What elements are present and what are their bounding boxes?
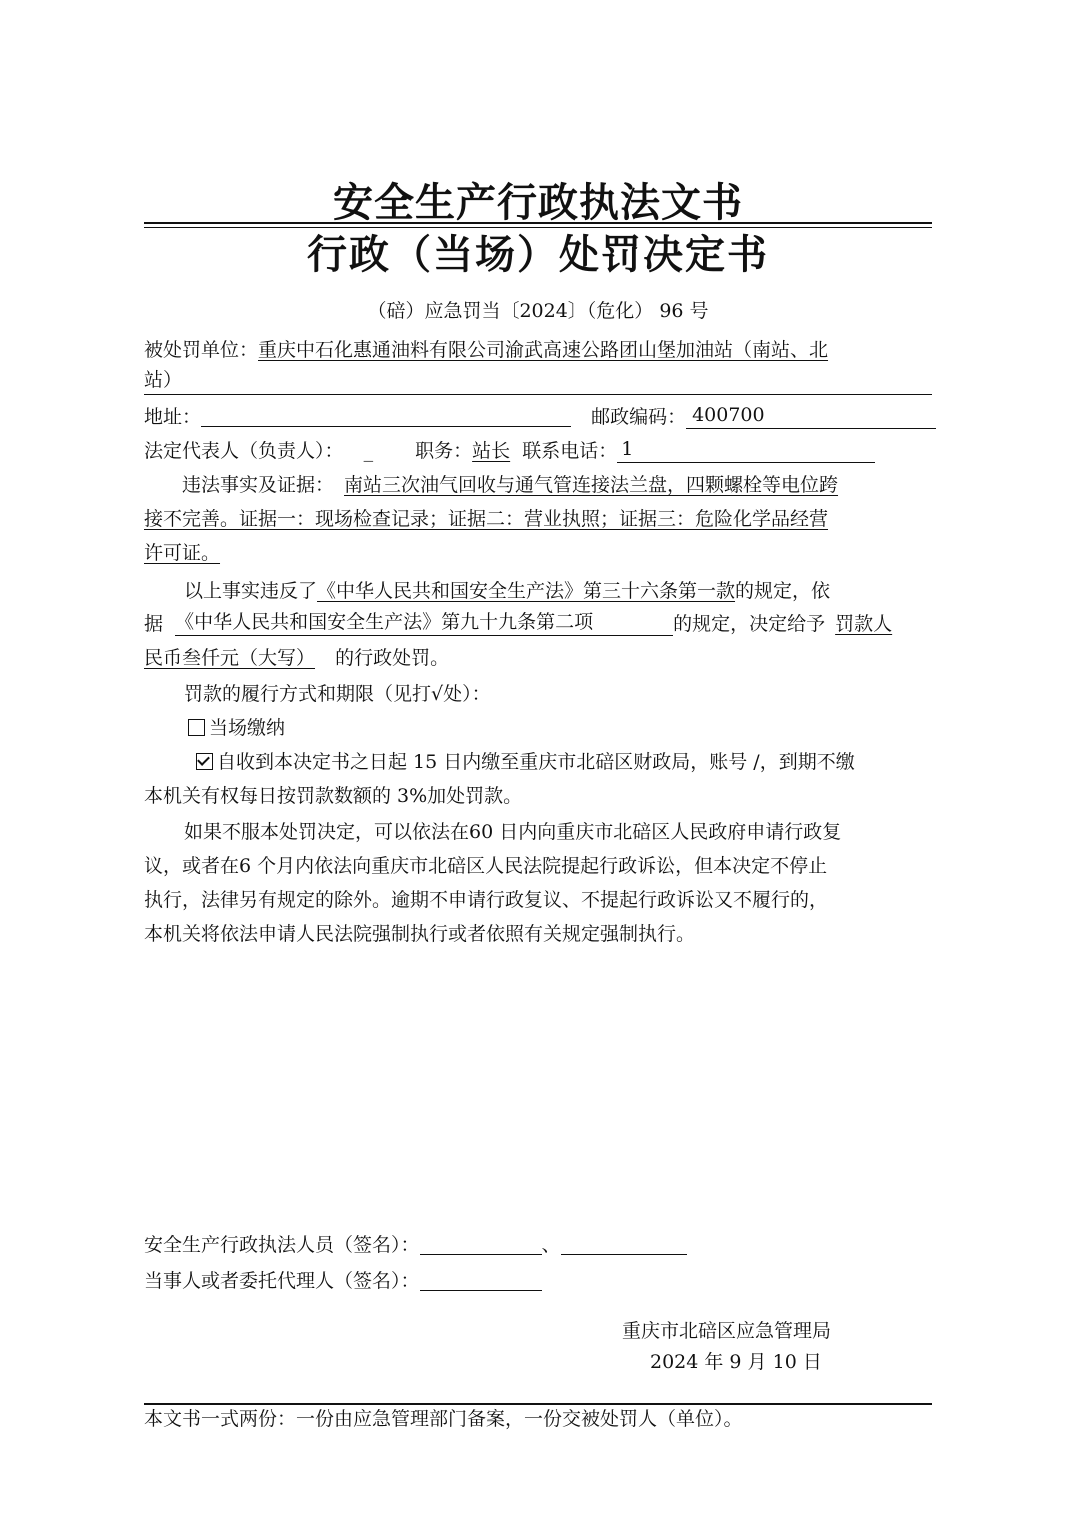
decision-row-1 bbox=[144, 574, 932, 608]
transfer-payment-text-2: 本机关有权每日按罚款数额的 3%加处罚款。 bbox=[144, 785, 523, 807]
decision-text-4: 的规定，决定给予 bbox=[673, 613, 826, 635]
penalized-unit-row bbox=[144, 333, 932, 367]
postcode-value: 400700 bbox=[692, 404, 765, 426]
penalized-unit-value: 重庆中石化惠通油料有限公司渝武高速公路团山堡加油站（南站、北 bbox=[258, 339, 829, 361]
penalty-amount-1: 罚款人 bbox=[835, 613, 893, 635]
appeal-row-2 bbox=[144, 849, 932, 883]
officer-signature-field-2[interactable] bbox=[561, 1230, 687, 1255]
postcode-label: 邮政编码： bbox=[591, 406, 687, 428]
legal-rep-value: _ bbox=[363, 440, 374, 462]
officer-signature-label: 安全生产行政执法人员（签名）： bbox=[144, 1234, 420, 1256]
facts-label: 违法事实及证据： bbox=[182, 474, 335, 496]
payment-heading-row bbox=[144, 677, 932, 711]
signature-separator: 、 bbox=[541, 1234, 561, 1256]
penalized-unit-row-continued bbox=[144, 367, 932, 395]
onsite-payment-label: 当场缴纳 bbox=[209, 717, 286, 739]
facts-text-3: 许可证。 bbox=[144, 542, 221, 564]
phone-value: 1 bbox=[621, 438, 634, 460]
appeal-row-4 bbox=[144, 917, 932, 951]
appeal-text-2: 议，或者在6 个月内依法向重庆市北碚区人民法院提起行政诉讼，但本决定不停止 bbox=[144, 855, 828, 877]
appeal-text-4: 本机关将依法申请人民法院强制执行或者依照有关规定强制执行。 bbox=[144, 923, 696, 945]
address-label: 地址： bbox=[144, 406, 202, 428]
payment-heading: 罚款的履行方式和期限（见打√处）： bbox=[184, 683, 491, 705]
document-number: （碚）应急罚当〔2024〕（危化） 96 号 bbox=[367, 300, 709, 322]
document-title: 行政（当场）处罚决定书 bbox=[307, 231, 769, 278]
phone-label: 联系电话： bbox=[522, 440, 618, 462]
phone-field bbox=[617, 438, 875, 463]
footer-note: 本文书一式两份：一份由应急管理部门备案，一份交被处罚人（单位）。 bbox=[144, 1408, 743, 1430]
facts-row-2 bbox=[144, 502, 932, 536]
appeal-text-3: 执行，法律另有规定的除外。逾期不申请行政复议、不提起行政诉讼又不履行的， bbox=[144, 889, 829, 911]
postcode-field bbox=[686, 404, 936, 429]
penalized-unit-label: 被处罚单位： bbox=[144, 339, 259, 361]
document-category-title: 安全生产行政执法文书 bbox=[333, 179, 743, 226]
payment-option-transfer bbox=[144, 745, 932, 779]
title-double-rule bbox=[144, 222, 932, 228]
party-signature-row bbox=[144, 1264, 542, 1298]
penalized-unit-value-cont: 站） bbox=[144, 369, 183, 391]
transfer-payment-checkbox[interactable] bbox=[196, 753, 213, 770]
facts-row-1 bbox=[144, 468, 932, 502]
position-label: 职务： bbox=[415, 440, 473, 462]
decision-text-5: 的行政处罚。 bbox=[335, 647, 450, 669]
penalty-amount-2: 民币叁仟元（大写） bbox=[144, 647, 316, 669]
appeal-text-1: 如果不服本处罚决定，可以依法在60 日内向重庆市北碚区人民政府申请行政复 bbox=[184, 821, 842, 843]
decision-text-3: 据 bbox=[144, 613, 164, 635]
legal-rep-row bbox=[144, 434, 932, 468]
appeal-row-1 bbox=[144, 815, 932, 849]
party-signature-field[interactable] bbox=[420, 1266, 542, 1291]
officer-signature-row bbox=[144, 1228, 687, 1262]
payment-option-transfer-cont bbox=[144, 779, 932, 813]
officer-signature-field-1[interactable] bbox=[420, 1230, 542, 1255]
payment-option-onsite bbox=[144, 711, 932, 745]
basis-law: 《中华人民共和国安全生产法》第九十九条第二项 bbox=[175, 611, 594, 633]
legal-rep-label: 法定代表人（负责人）： bbox=[144, 440, 344, 462]
address-field bbox=[201, 402, 571, 427]
decision-row-3 bbox=[144, 641, 932, 675]
appeal-row-3 bbox=[144, 883, 932, 917]
facts-text-2: 接不完善。证据一：现场检查记录；证据二：营业执照；证据三：危险化学品经营 bbox=[144, 508, 829, 530]
decision-text-1: 以上事实违反了 bbox=[184, 580, 318, 602]
decision-row-2 bbox=[144, 607, 932, 641]
decision-text-2: 的规定，依 bbox=[735, 580, 831, 602]
onsite-payment-checkbox[interactable] bbox=[188, 719, 205, 736]
issue-date: 2024 年 9 月 10 日 bbox=[650, 1351, 822, 1373]
position-value: 站长 bbox=[472, 440, 511, 462]
issuing-authority: 重庆市北碚区应急管理局 bbox=[622, 1320, 832, 1342]
facts-row-3 bbox=[144, 536, 932, 570]
violated-law: 《中华人民共和国安全生产法》第三十六条第一款 bbox=[317, 580, 736, 602]
facts-text-1: 南站三次油气回收与通气管连接法兰盘，四颗螺栓等电位跨 bbox=[344, 474, 839, 496]
address-row bbox=[144, 400, 932, 434]
basis-law-field bbox=[175, 611, 673, 636]
party-signature-label: 当事人或者委托代理人（签名）： bbox=[144, 1270, 420, 1292]
transfer-payment-text-1: 自收到本决定书之日起 15 日内缴至重庆市北碚区财政局，账号 /，到期不缴 bbox=[217, 751, 855, 773]
